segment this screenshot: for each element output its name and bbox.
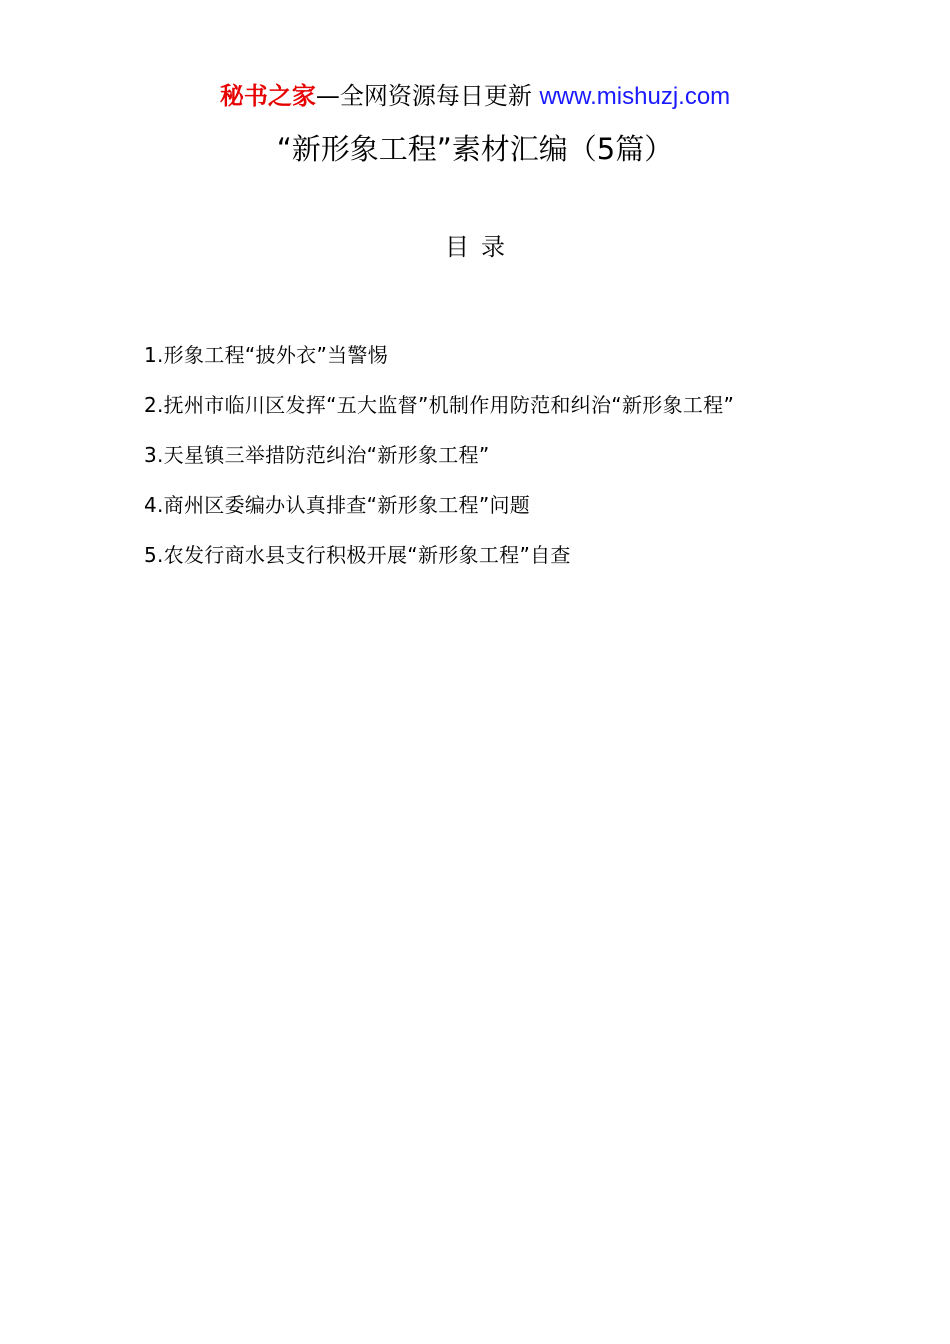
document-title: “新形象工程”素材汇编（5篇） xyxy=(276,132,674,166)
table-of-contents xyxy=(144,330,808,580)
site-tagline: —全网资源每日更新 xyxy=(315,82,532,110)
toc-item[interactable]: 2.抚州市临川区发挥“五大监督”机制作用防范和纠治“新形象工程” xyxy=(144,393,735,417)
toc-heading: 目录 xyxy=(445,233,517,261)
toc-item[interactable]: 3.天星镇三举措防范纠治“新形象工程” xyxy=(144,443,490,467)
toc-item[interactable]: 5.农发行商水县支行积极开展“新形象工程”自查 xyxy=(144,543,571,567)
site-header xyxy=(0,80,950,113)
toc-item[interactable]: 4.商州区委编办认真排查“新形象工程”问题 xyxy=(144,493,531,517)
brand-name: 秘书之家 xyxy=(219,82,316,110)
toc-item[interactable]: 1.形象工程“披外衣”当警惕 xyxy=(144,343,389,367)
site-url-link[interactable]: www.mishuzj.com xyxy=(539,83,731,110)
